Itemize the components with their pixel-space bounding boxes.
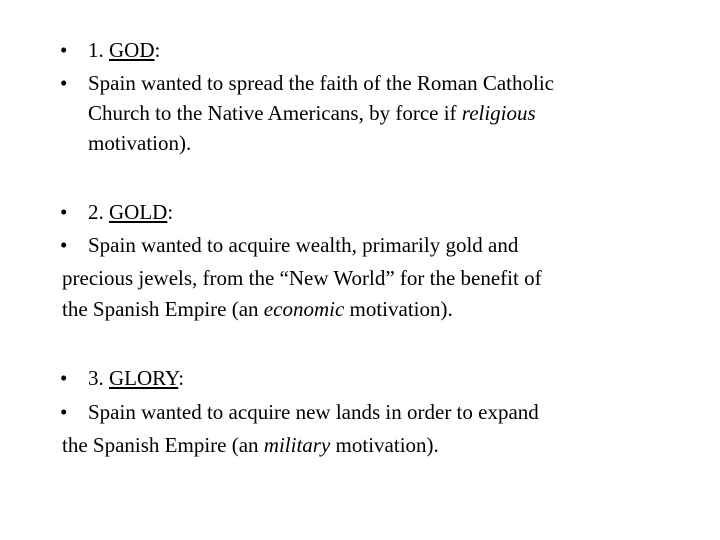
italic-term: religious: [461, 101, 536, 125]
section-number: 3.: [88, 366, 104, 390]
body-text: the Spanish Empire (an: [62, 433, 264, 457]
body-text: Spain wanted to spread the faith of the Roman Catholic: [88, 71, 554, 95]
colon: :: [178, 366, 185, 390]
body-text: motivation).: [330, 433, 439, 457]
body-text: motivation).: [88, 131, 192, 155]
italic-term: economic: [263, 297, 345, 321]
body-text: Church to the Native Americans, by force if: [88, 101, 462, 125]
body-text: the Spanish Empire (an: [62, 297, 264, 321]
section-title: GOD: [109, 38, 155, 62]
colon: :: [154, 38, 161, 62]
bullet: •: [60, 200, 68, 224]
body-text: Spain wanted to acquire new lands in order to expand: [88, 400, 539, 424]
bullet: •: [60, 233, 68, 257]
body-text: Spain wanted to acquire wealth, primarily gold and: [88, 233, 519, 257]
colon: :: [167, 200, 174, 224]
body-text: motivation).: [344, 297, 453, 321]
section-number: 2.: [88, 200, 104, 224]
bullet: •: [60, 400, 68, 424]
body-text: precious jewels, from the “New World” for the benefit of: [62, 266, 542, 290]
section-title: GOLD: [109, 200, 168, 224]
bullet: •: [60, 71, 68, 95]
bullet: •: [60, 38, 68, 62]
section-number: 1.: [88, 38, 104, 62]
section-title: GLORY: [109, 366, 179, 390]
italic-term: military: [263, 433, 331, 457]
bullet: •: [60, 366, 68, 390]
